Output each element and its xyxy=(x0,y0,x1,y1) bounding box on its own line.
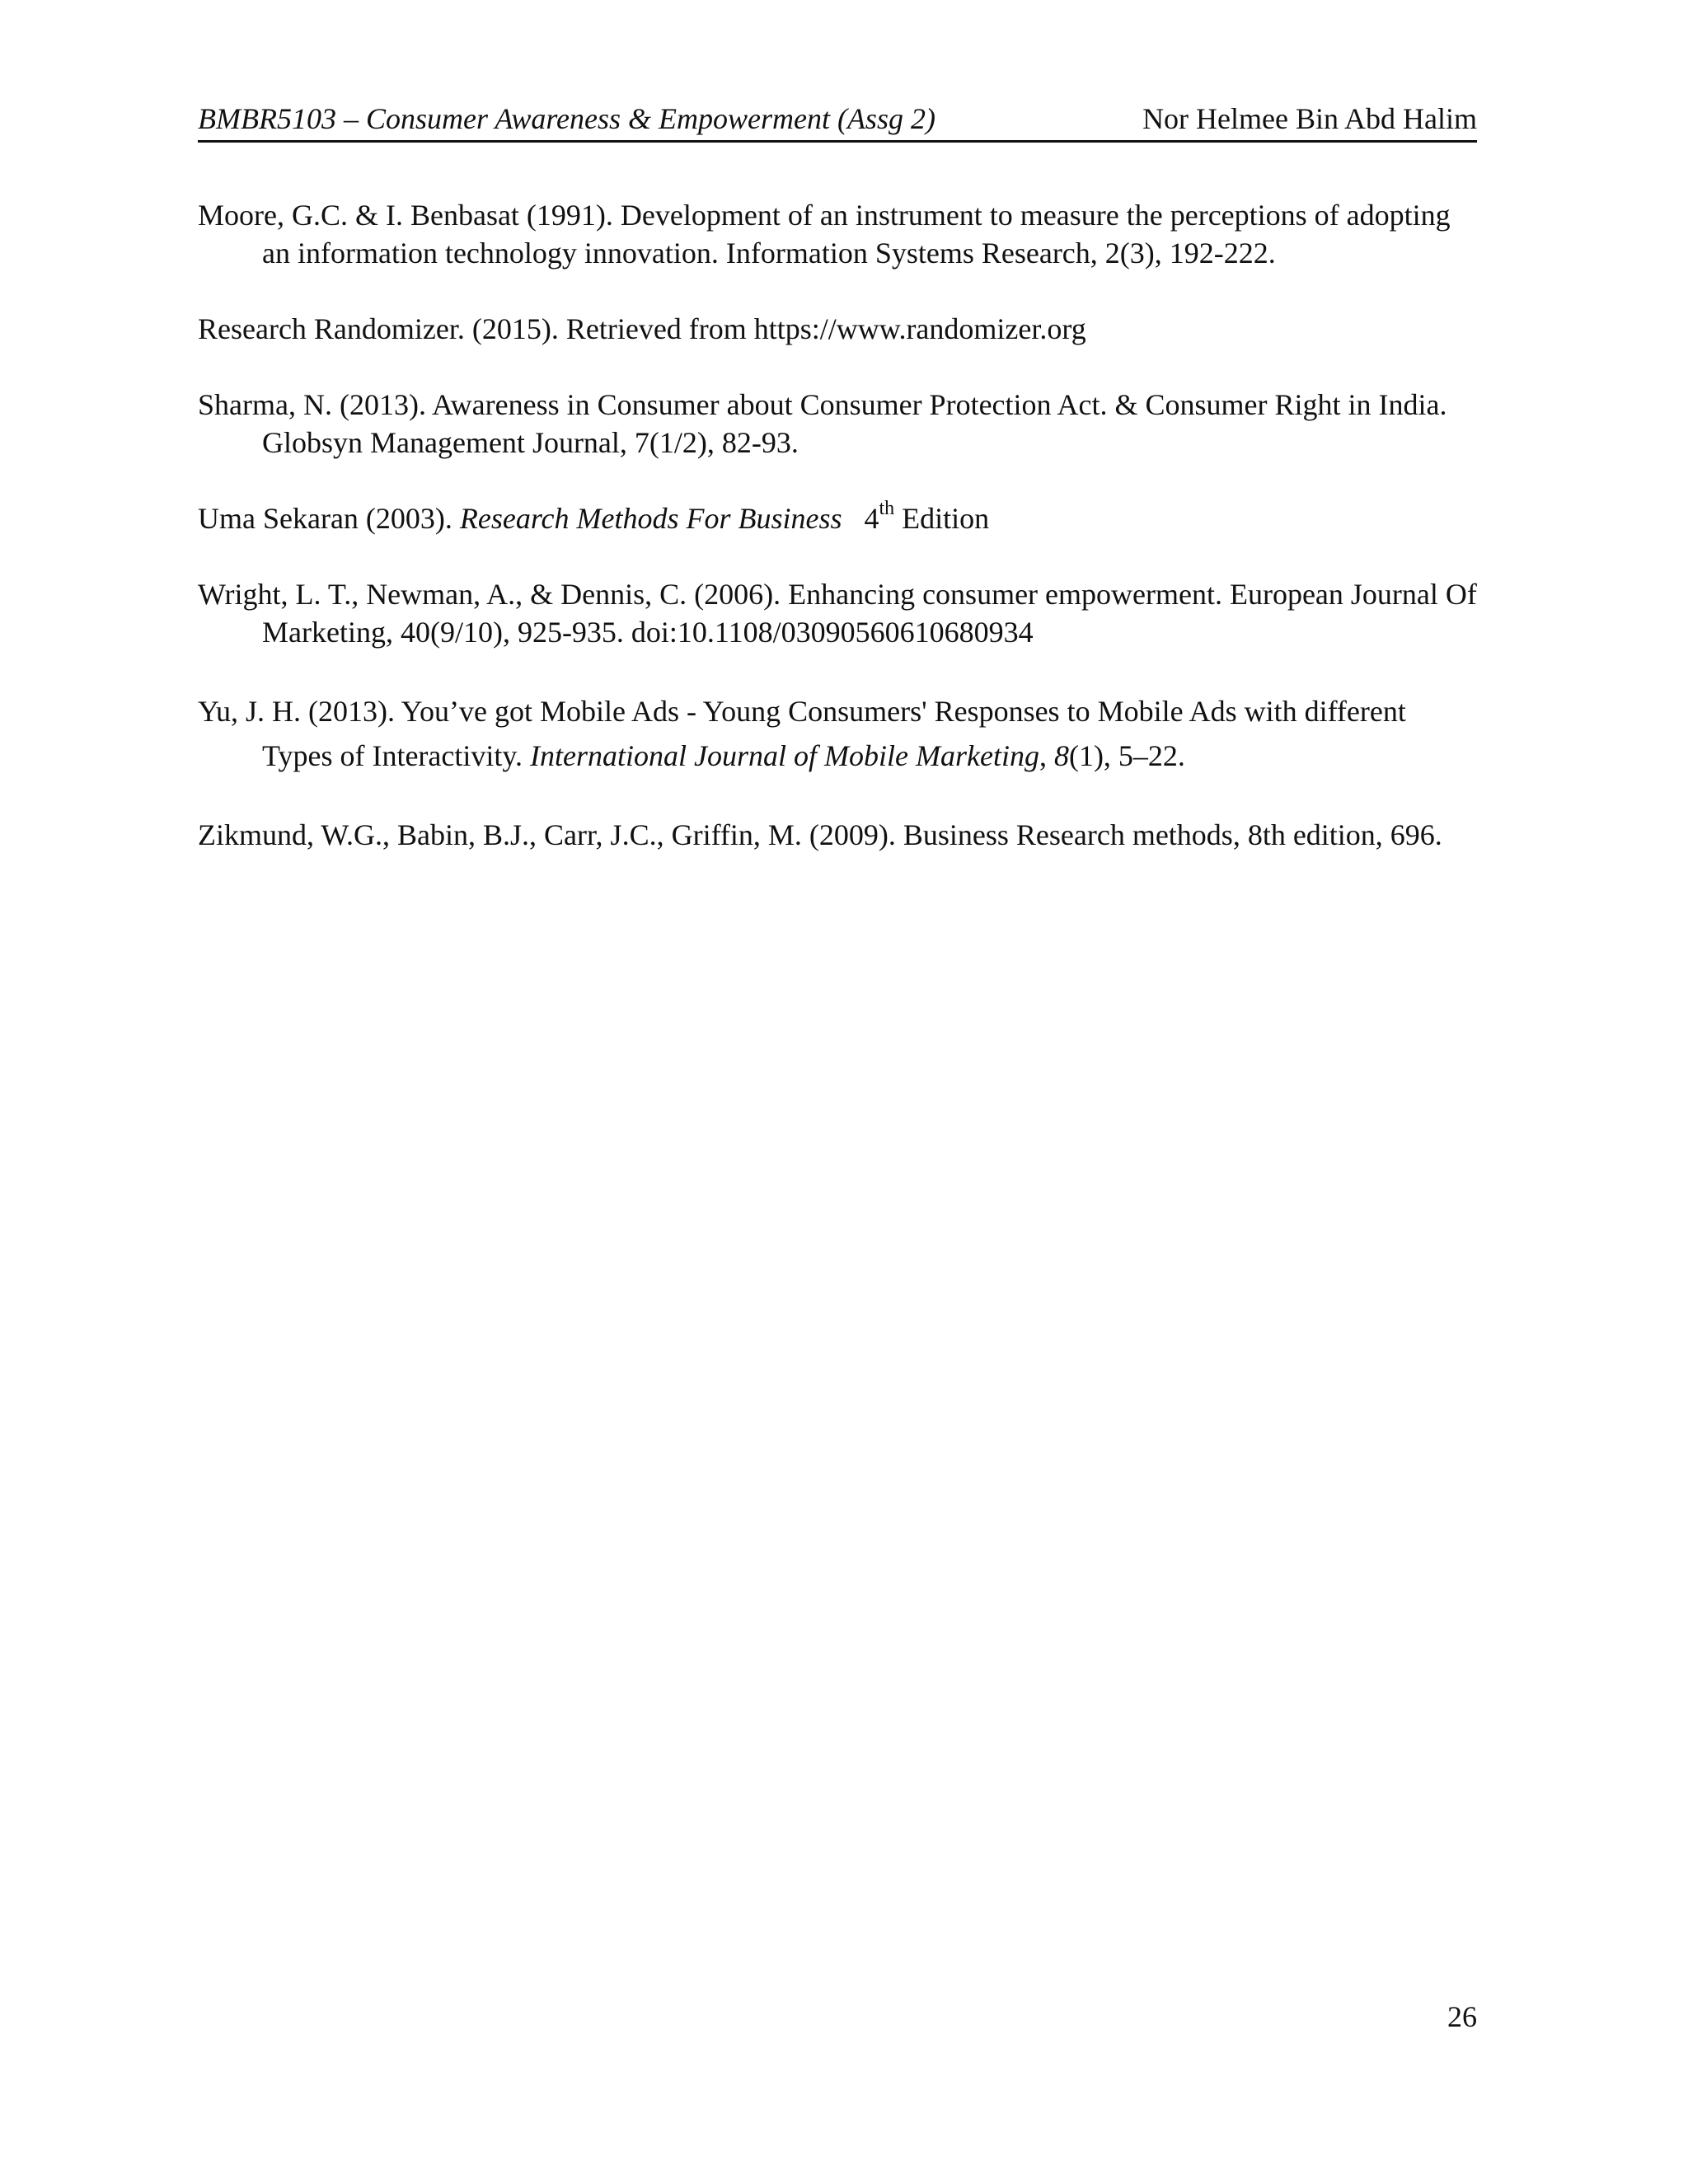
sekaran-edition-number: 4 xyxy=(864,502,879,535)
yu-citation-text: Yu, J. H. (2013). You’ve got Mobile Ads - Young Consumers' Responses to Mobile Ads with different Types of Interactivity. xyxy=(198,695,1406,772)
page-header xyxy=(198,97,1477,143)
reference-research-randomizer: Research Randomizer. (2015). Retrieved from https://www.randomizer.org xyxy=(198,312,1086,345)
reference-sekaran xyxy=(198,499,1477,537)
sekaran-book-title: Research Methods For Business xyxy=(459,502,842,535)
reference-zikmund: Zikmund, W.G., Babin, B.J., Carr, J.C., Griffin, M. (2009). Business Research methods, 8th edition, 696. xyxy=(198,818,1442,851)
page-number: 26 xyxy=(1447,2000,1477,2033)
reference-list xyxy=(198,196,1477,857)
reference-yu xyxy=(198,689,1477,778)
sekaran-author-year: Uma Sekaran (2003). xyxy=(198,502,460,535)
yu-journal-title: International Journal of Mobile Marketing xyxy=(530,739,1039,772)
course-title: BMBR5103 – Consumer Awareness & Empowerment (Assg 2) xyxy=(198,102,935,135)
yu-volume: 8 xyxy=(1053,739,1069,772)
sekaran-edition-word: Edition xyxy=(902,502,990,535)
yu-separator: , xyxy=(1039,739,1054,772)
sekaran-edition-suffix: th xyxy=(879,498,895,519)
yu-issue-pages: (1), 5–22. xyxy=(1068,739,1185,772)
reference-wright: Wright, L. T., Newman, A., & Dennis, C. (2006). Enhancing consumer empowerment. European Journal Of Marketing, 40(9/10), 925-935. doi:10.1108/03090560610680934 xyxy=(198,578,1477,649)
reference-sharma: Sharma, N. (2013). Awareness in Consumer about Consumer Protection Act. & Consumer Right in India. Globsyn Management Journal, 7(1/2), 82-93. xyxy=(198,388,1447,459)
author-name: Nor Helmee Bin Abd Halim xyxy=(1142,102,1477,135)
reference-moore: Moore, G.C. & I. Benbasat (1991). Development of an instrument to measure the perceptions of adopting an information technology innovation. Information Systems Research, 2(3), 192-222. xyxy=(198,199,1451,269)
